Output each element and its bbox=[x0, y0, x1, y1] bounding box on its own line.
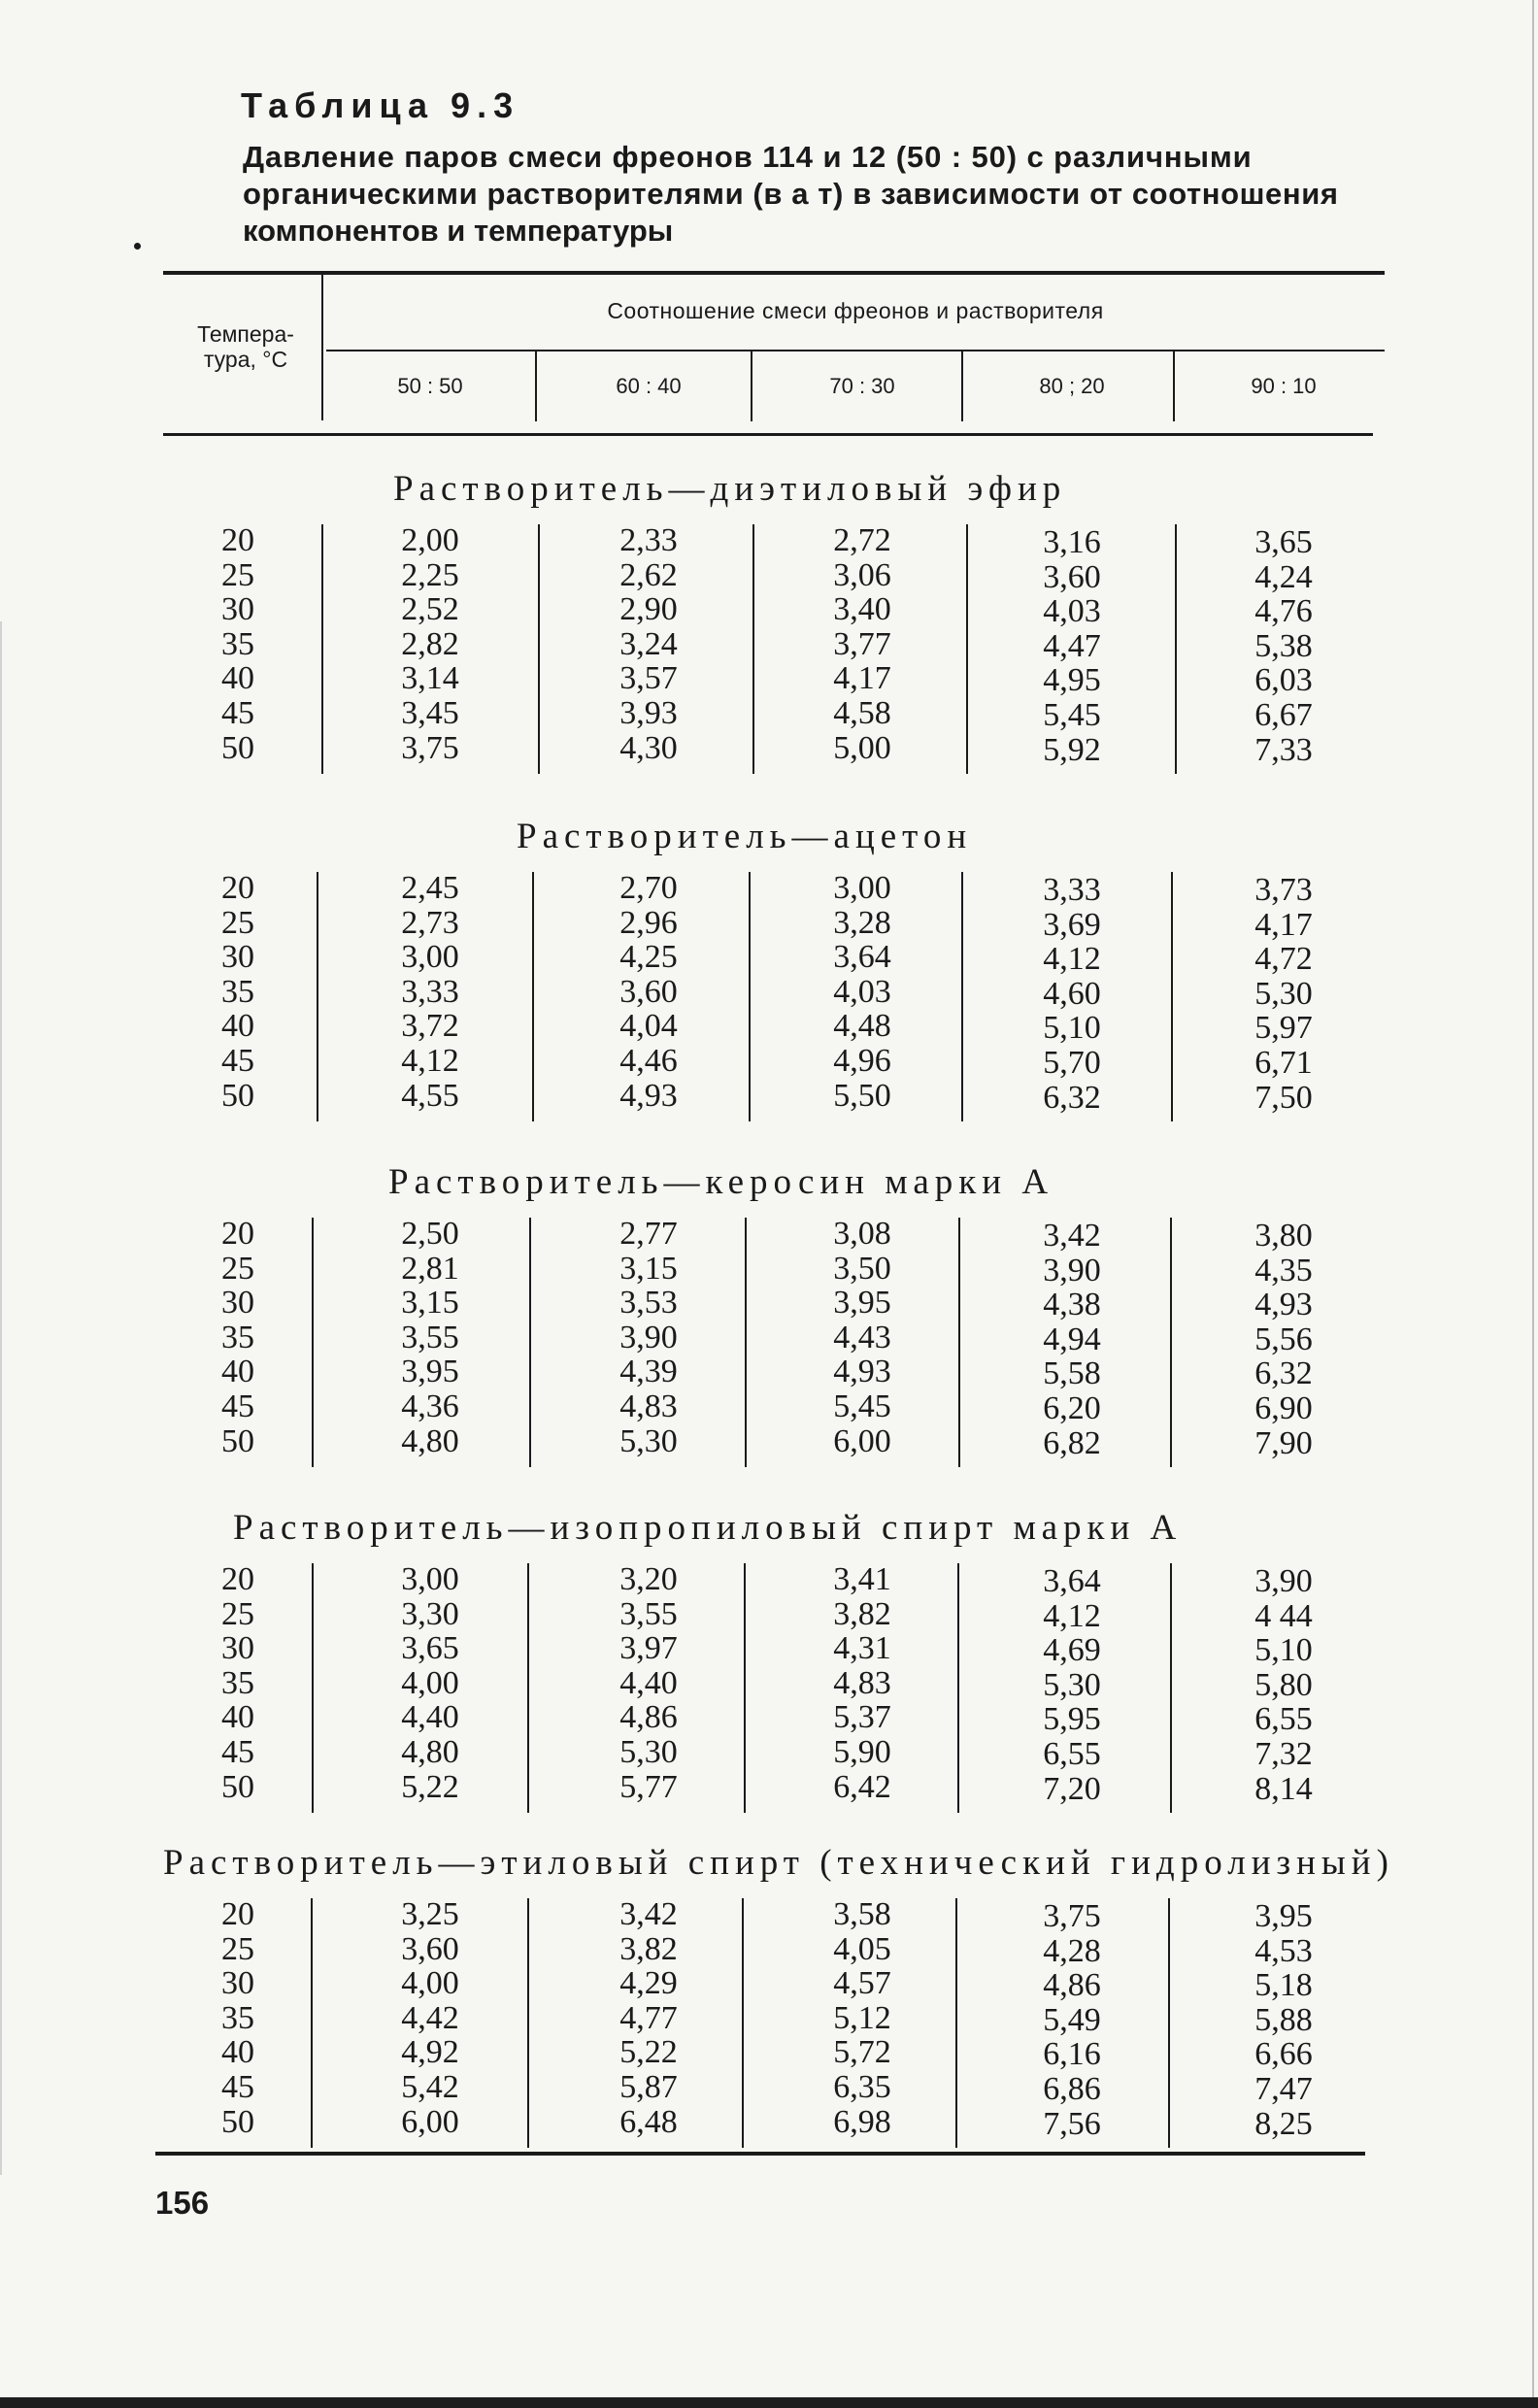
temperature-cell: 45 bbox=[221, 695, 254, 731]
pressure-cell: 3,00 bbox=[401, 939, 459, 976]
pressure-cell: 3,95 bbox=[1254, 1898, 1313, 1934]
temperature-cell: 45 bbox=[221, 2069, 254, 2105]
pressure-cell: 3,90 bbox=[1254, 1563, 1313, 1599]
pressure-cell: 4,31 bbox=[833, 1630, 891, 1667]
pressure-cell: 5,49 bbox=[1043, 2001, 1101, 2038]
pressure-cell: 3,80 bbox=[1254, 1218, 1313, 1254]
pressure-cell: 5,22 bbox=[401, 1768, 459, 1805]
pressure-cell: 3,64 bbox=[1043, 1563, 1101, 1599]
pressure-cell: 3,06 bbox=[833, 556, 891, 593]
pressure-cell: 6,82 bbox=[1043, 1424, 1101, 1461]
pressure-cell: 2,96 bbox=[619, 904, 678, 941]
pressure-cell: 3,95 bbox=[401, 1354, 459, 1390]
ratio-header: Соотношение смеси фреонов и растворителя bbox=[607, 298, 1104, 323]
header-vertical-rule bbox=[751, 351, 752, 421]
temperature-cell: 45 bbox=[221, 1388, 254, 1424]
temperature-header-line: Темпера- bbox=[197, 321, 294, 347]
pressure-cell: 4,93 bbox=[1254, 1287, 1313, 1323]
column-rule bbox=[311, 1898, 313, 2148]
pressure-cell: 6,03 bbox=[1254, 662, 1313, 699]
pressure-cell: 4,92 bbox=[401, 2034, 459, 2071]
pressure-cell: 4,58 bbox=[833, 695, 891, 731]
pressure-cell: 3,00 bbox=[401, 1561, 459, 1597]
pressure-cell: 4,12 bbox=[1043, 1597, 1101, 1634]
pressure-cell: 5,72 bbox=[833, 2034, 891, 2071]
temperature-cell: 40 bbox=[221, 1354, 254, 1390]
pressure-cell: 3,14 bbox=[401, 660, 459, 697]
column-rule bbox=[744, 1563, 746, 1813]
pressure-cell: 3,58 bbox=[833, 1896, 891, 1932]
pressure-cell: 5,88 bbox=[1254, 2001, 1313, 2038]
pressure-cell: 4,24 bbox=[1254, 558, 1313, 595]
pressure-cell: 4,77 bbox=[619, 1999, 678, 2036]
pressure-cell: 3,33 bbox=[1043, 872, 1101, 908]
pressure-cell: 4,95 bbox=[1043, 662, 1101, 699]
pressure-cell: 3,75 bbox=[1043, 1898, 1101, 1934]
temperature-cell: 45 bbox=[221, 1043, 254, 1079]
pressure-cell: 3,15 bbox=[401, 1285, 459, 1321]
pressure-cell: 4,55 bbox=[401, 1077, 459, 1114]
pressure-cell: 3,15 bbox=[619, 1250, 678, 1287]
column-rule bbox=[321, 524, 323, 774]
pressure-cell: 4,00 bbox=[401, 1664, 459, 1701]
column-rule bbox=[1175, 524, 1177, 774]
column-rule bbox=[745, 1218, 747, 1467]
pressure-cell: 5,30 bbox=[619, 1734, 678, 1770]
pressure-cell: 2,25 bbox=[401, 556, 459, 593]
pressure-cell: 2,82 bbox=[401, 625, 459, 662]
pressure-cell: 5,45 bbox=[833, 1388, 891, 1424]
table-top-rule bbox=[163, 271, 1385, 275]
temperature-cell: 25 bbox=[221, 1595, 254, 1632]
pressure-cell: 4,35 bbox=[1254, 1252, 1313, 1288]
pressure-cell: 4,30 bbox=[619, 729, 678, 766]
pressure-cell: 2,52 bbox=[401, 591, 459, 628]
pressure-cell: 3,42 bbox=[1043, 1218, 1101, 1254]
pressure-cell: 5,30 bbox=[1043, 1666, 1101, 1703]
pressure-cell: 3,00 bbox=[833, 870, 891, 906]
pressure-cell: 6,90 bbox=[1254, 1390, 1313, 1426]
pressure-cell: 4,12 bbox=[1043, 941, 1101, 978]
pressure-cell: 3,40 bbox=[833, 591, 891, 628]
table-caption: Таблица 9.3 bbox=[241, 85, 520, 125]
pressure-cell: 4,93 bbox=[833, 1354, 891, 1390]
pressure-cell: 3,77 bbox=[833, 625, 891, 662]
table-title bbox=[243, 139, 1408, 250]
pressure-cell: 3,25 bbox=[401, 1896, 459, 1932]
temperature-cell: 50 bbox=[221, 1768, 254, 1805]
column-header: 50 : 50 bbox=[397, 374, 463, 398]
margin-dot bbox=[134, 243, 141, 250]
temperature-cell: 40 bbox=[221, 1699, 254, 1736]
pressure-cell: 5,30 bbox=[1254, 975, 1313, 1012]
header-vertical-rule bbox=[1173, 351, 1175, 421]
pressure-cell: 2,33 bbox=[619, 522, 678, 558]
pressure-cell: 2,72 bbox=[833, 522, 891, 558]
pressure-cell: 3,69 bbox=[1043, 906, 1101, 943]
pressure-cell: 5,18 bbox=[1254, 1967, 1313, 2004]
pressure-cell: 3,65 bbox=[1254, 524, 1313, 560]
pressure-cell: 7,90 bbox=[1254, 1424, 1313, 1461]
solvent-section-title: Растворитель—ацетон bbox=[517, 817, 973, 856]
pressure-cell: 3,64 bbox=[833, 939, 891, 976]
pressure-cell: 7,32 bbox=[1254, 1736, 1313, 1772]
pressure-cell: 4,05 bbox=[833, 1930, 891, 1967]
pressure-cell: 4,72 bbox=[1254, 941, 1313, 978]
pressure-cell: 4,69 bbox=[1043, 1632, 1101, 1669]
column-header: 60 : 40 bbox=[616, 374, 682, 398]
pressure-cell: 4,47 bbox=[1043, 627, 1101, 664]
pressure-cell: 8,25 bbox=[1254, 2105, 1313, 2142]
pressure-cell: 5,50 bbox=[833, 1077, 891, 1114]
pressure-cell: 4,80 bbox=[401, 1734, 459, 1770]
pressure-cell: 4,40 bbox=[619, 1664, 678, 1701]
pressure-cell: 4,03 bbox=[1043, 593, 1101, 630]
pressure-cell: 4,86 bbox=[1043, 1967, 1101, 2004]
pressure-cell: 3,28 bbox=[833, 904, 891, 941]
pressure-cell: 2,73 bbox=[401, 904, 459, 941]
column-rule bbox=[538, 524, 540, 774]
temperature-cell: 30 bbox=[221, 591, 254, 628]
pressure-cell: 4,28 bbox=[1043, 1932, 1101, 1969]
pressure-cell: 6,35 bbox=[833, 2069, 891, 2105]
pressure-cell: 3,60 bbox=[401, 1930, 459, 1967]
pressure-cell: 6,20 bbox=[1043, 1390, 1101, 1426]
pressure-cell: 6,55 bbox=[1043, 1736, 1101, 1772]
pressure-cell: 3,90 bbox=[619, 1319, 678, 1355]
column-rule bbox=[532, 872, 534, 1121]
column-rule bbox=[749, 872, 751, 1121]
column-rule bbox=[958, 1218, 960, 1467]
pressure-cell: 4 44 bbox=[1254, 1597, 1313, 1634]
pressure-cell: 4,93 bbox=[619, 1077, 678, 1114]
pressure-cell: 6,67 bbox=[1254, 697, 1313, 733]
temperature-cell: 30 bbox=[221, 1285, 254, 1321]
pressure-cell: 6,98 bbox=[833, 2103, 891, 2140]
pressure-cell: 7,20 bbox=[1043, 1770, 1101, 1807]
pressure-cell: 6,48 bbox=[619, 2103, 678, 2140]
pressure-cell: 5,00 bbox=[833, 729, 891, 766]
temperature-cell: 35 bbox=[221, 973, 254, 1010]
pressure-cell: 4,43 bbox=[833, 1319, 891, 1355]
pressure-cell: 2,45 bbox=[401, 870, 459, 906]
temperature-cell: 50 bbox=[221, 1422, 254, 1459]
column-rule bbox=[1170, 1563, 1172, 1813]
pressure-cell: 5,10 bbox=[1043, 1010, 1101, 1047]
column-header: 70 : 30 bbox=[829, 374, 895, 398]
column-rule bbox=[529, 1218, 531, 1467]
pressure-cell: 2,90 bbox=[619, 591, 678, 628]
pressure-cell: 3,93 bbox=[619, 695, 678, 731]
pressure-cell: 6,00 bbox=[833, 1422, 891, 1459]
pressure-cell: 5,58 bbox=[1043, 1355, 1101, 1392]
column-rule bbox=[317, 872, 318, 1121]
pressure-cell: 3,95 bbox=[833, 1285, 891, 1321]
pressure-cell: 3,55 bbox=[619, 1595, 678, 1632]
pressure-cell: 2,77 bbox=[619, 1216, 678, 1252]
pressure-cell: 8,14 bbox=[1254, 1770, 1313, 1807]
pressure-cell: 4,48 bbox=[833, 1008, 891, 1045]
pressure-cell: 3,30 bbox=[401, 1595, 459, 1632]
temperature-cell: 40 bbox=[221, 660, 254, 697]
table-bottom-rule bbox=[155, 2152, 1365, 2156]
pressure-cell: 5,95 bbox=[1043, 1701, 1101, 1738]
column-rule bbox=[312, 1218, 314, 1467]
pressure-cell: 4,04 bbox=[619, 1008, 678, 1045]
pressure-cell: 3,50 bbox=[833, 1250, 891, 1287]
pressure-cell: 4,17 bbox=[1254, 906, 1313, 943]
pressure-cell: 4,96 bbox=[833, 1043, 891, 1079]
pressure-cell: 7,47 bbox=[1254, 2071, 1313, 2107]
temperature-cell: 40 bbox=[221, 1008, 254, 1045]
pressure-cell: 4,86 bbox=[619, 1699, 678, 1736]
temperature-header-line: тура, °С bbox=[203, 347, 288, 372]
column-rule bbox=[742, 1898, 744, 2148]
column-rule bbox=[955, 1898, 957, 2148]
header-vertical-rule bbox=[961, 351, 963, 421]
temperature-cell: 50 bbox=[221, 1077, 254, 1114]
column-header: 90 : 10 bbox=[1251, 374, 1317, 398]
temperature-cell: 40 bbox=[221, 2034, 254, 2071]
page-number: 156 bbox=[155, 2185, 210, 2221]
temperature-cell: 50 bbox=[221, 729, 254, 766]
pressure-cell: 3,08 bbox=[833, 1216, 891, 1252]
pressure-cell: 4,17 bbox=[833, 660, 891, 697]
header-bottom-rule bbox=[163, 433, 1373, 436]
pressure-cell: 3,82 bbox=[619, 1930, 678, 1967]
pressure-cell: 4,36 bbox=[401, 1388, 459, 1424]
pressure-cell: 2,62 bbox=[619, 556, 678, 593]
pressure-cell: 3,72 bbox=[401, 1008, 459, 1045]
pressure-cell: 5,87 bbox=[619, 2069, 678, 2105]
pressure-cell: 5,70 bbox=[1043, 1045, 1101, 1081]
column-rule bbox=[966, 524, 968, 774]
pressure-cell: 4,46 bbox=[619, 1043, 678, 1079]
temperature-cell: 20 bbox=[221, 522, 254, 558]
temperature-cell: 35 bbox=[221, 1999, 254, 2036]
pressure-cell: 7,33 bbox=[1254, 731, 1313, 768]
pressure-cell: 4,57 bbox=[833, 1965, 891, 2002]
temperature-cell: 50 bbox=[221, 2103, 254, 2140]
column-rule bbox=[957, 1563, 959, 1813]
column-rule bbox=[527, 1898, 529, 2148]
pressure-cell: 6,66 bbox=[1254, 2036, 1313, 2073]
pressure-cell: 4,80 bbox=[401, 1422, 459, 1459]
temperature-cell: 25 bbox=[221, 1250, 254, 1287]
pressure-cell: 4,25 bbox=[619, 939, 678, 976]
solvent-section-title: Растворитель—изопропиловый спирт марки А bbox=[233, 1508, 1183, 1548]
temperature-cell: 20 bbox=[221, 1896, 254, 1932]
pressure-cell: 3,53 bbox=[619, 1285, 678, 1321]
pressure-cell: 3,65 bbox=[401, 1630, 459, 1667]
pressure-cell: 6,00 bbox=[401, 2103, 459, 2140]
pressure-cell: 5,37 bbox=[833, 1699, 891, 1736]
pressure-cell: 3,33 bbox=[401, 973, 459, 1010]
pressure-cell: 3,20 bbox=[619, 1561, 678, 1597]
pressure-cell: 4,38 bbox=[1043, 1287, 1101, 1323]
temperature-cell: 25 bbox=[221, 556, 254, 593]
pressure-cell: 4,76 bbox=[1254, 593, 1313, 630]
column-rule bbox=[312, 1563, 314, 1813]
pressure-cell: 5,22 bbox=[619, 2034, 678, 2071]
pressure-cell: 5,45 bbox=[1043, 697, 1101, 733]
pressure-cell: 2,00 bbox=[401, 522, 459, 558]
pressure-cell: 3,42 bbox=[619, 1896, 678, 1932]
pressure-cell: 4,03 bbox=[833, 973, 891, 1010]
pressure-cell: 6,32 bbox=[1043, 1079, 1101, 1116]
page-edge-bottom bbox=[0, 2397, 1538, 2408]
pressure-cell: 7,56 bbox=[1043, 2105, 1101, 2142]
page-edge-right bbox=[1532, 0, 1534, 2408]
pressure-cell: 4,39 bbox=[619, 1354, 678, 1390]
pressure-cell: 2,50 bbox=[401, 1216, 459, 1252]
pressure-cell: 6,32 bbox=[1254, 1355, 1313, 1392]
page-edge-left bbox=[0, 621, 2, 2175]
pressure-cell: 3,24 bbox=[619, 625, 678, 662]
pressure-cell: 4,83 bbox=[619, 1388, 678, 1424]
pressure-cell: 5,42 bbox=[401, 2069, 459, 2105]
pressure-cell: 2,81 bbox=[401, 1250, 459, 1287]
column-header: 80 ; 20 bbox=[1039, 374, 1105, 398]
pressure-cell: 4,42 bbox=[401, 1999, 459, 2036]
pressure-cell: 5,30 bbox=[619, 1422, 678, 1459]
table-title-line: Давление паров смеси фреонов 114 и 12 (50 : 50) с различными bbox=[243, 140, 1253, 174]
temperature-cell: 35 bbox=[221, 1664, 254, 1701]
pressure-cell: 6,55 bbox=[1254, 1701, 1313, 1738]
pressure-cell: 4,40 bbox=[401, 1699, 459, 1736]
column-rule bbox=[961, 872, 963, 1121]
temperature-cell: 35 bbox=[221, 1319, 254, 1355]
pressure-cell: 6,86 bbox=[1043, 2071, 1101, 2107]
table-title-line: компонентов и температуры bbox=[243, 214, 674, 248]
pressure-cell: 4,60 bbox=[1043, 975, 1101, 1012]
pressure-cell: 3,82 bbox=[833, 1595, 891, 1632]
temperature-cell: 20 bbox=[221, 870, 254, 906]
pressure-cell: 6,16 bbox=[1043, 2036, 1101, 2073]
pressure-cell: 5,97 bbox=[1254, 1010, 1313, 1047]
pressure-cell: 3,73 bbox=[1254, 872, 1313, 908]
pressure-cell: 3,41 bbox=[833, 1561, 891, 1597]
pressure-cell: 3,16 bbox=[1043, 524, 1101, 560]
temperature-cell: 25 bbox=[221, 1930, 254, 1967]
pressure-cell: 6,42 bbox=[833, 1768, 891, 1805]
header-vertical-rule bbox=[321, 275, 323, 420]
pressure-cell: 4,94 bbox=[1043, 1321, 1101, 1357]
pressure-cell: 4,12 bbox=[401, 1043, 459, 1079]
temperature-cell: 20 bbox=[221, 1216, 254, 1252]
pressure-cell: 5,10 bbox=[1254, 1632, 1313, 1669]
temperature-cell: 20 bbox=[221, 1561, 254, 1597]
pressure-cell: 7,50 bbox=[1254, 1079, 1313, 1116]
pressure-cell: 3,60 bbox=[1043, 558, 1101, 595]
pressure-cell: 5,12 bbox=[833, 1999, 891, 2036]
pressure-cell: 3,55 bbox=[401, 1319, 459, 1355]
pressure-cell: 5,92 bbox=[1043, 731, 1101, 768]
column-rule bbox=[1171, 872, 1173, 1121]
header-vertical-rule bbox=[535, 351, 537, 421]
pressure-cell: 3,97 bbox=[619, 1630, 678, 1667]
temperature-cell: 35 bbox=[221, 625, 254, 662]
pressure-cell: 3,90 bbox=[1043, 1252, 1101, 1288]
pressure-cell: 3,45 bbox=[401, 695, 459, 731]
pressure-cell: 6,71 bbox=[1254, 1045, 1313, 1081]
temperature-cell: 30 bbox=[221, 1630, 254, 1667]
pressure-cell: 5,38 bbox=[1254, 627, 1313, 664]
temperature-cell: 30 bbox=[221, 939, 254, 976]
pressure-cell: 4,53 bbox=[1254, 1932, 1313, 1969]
pressure-cell: 2,70 bbox=[619, 870, 678, 906]
column-rule bbox=[1170, 1218, 1172, 1467]
temperature-header bbox=[173, 321, 318, 372]
pressure-cell: 5,80 bbox=[1254, 1666, 1313, 1703]
column-rule bbox=[1168, 1898, 1170, 2148]
table-title-line: органическими растворителями (в а т) в зависимости от соотношения bbox=[243, 177, 1339, 211]
column-rule bbox=[527, 1563, 529, 1813]
pressure-cell: 3,75 bbox=[401, 729, 459, 766]
temperature-cell: 45 bbox=[221, 1734, 254, 1770]
pressure-cell: 3,57 bbox=[619, 660, 678, 697]
pressure-cell: 4,00 bbox=[401, 1965, 459, 2002]
temperature-cell: 30 bbox=[221, 1965, 254, 2002]
solvent-section-title: Растворитель—этиловый спирт (технический гидролизный) bbox=[163, 1843, 1394, 1883]
solvent-section-title: Растворитель—керосин марки А bbox=[388, 1162, 1054, 1202]
header-divider-rule bbox=[326, 350, 1385, 351]
pressure-cell: 3,60 bbox=[619, 973, 678, 1010]
pressure-cell: 4,83 bbox=[833, 1664, 891, 1701]
pressure-cell: 5,90 bbox=[833, 1734, 891, 1770]
pressure-cell: 4,29 bbox=[619, 1965, 678, 2002]
temperature-cell: 25 bbox=[221, 904, 254, 941]
column-rule bbox=[752, 524, 754, 774]
pressure-cell: 5,77 bbox=[619, 1768, 678, 1805]
pressure-cell: 5,56 bbox=[1254, 1321, 1313, 1357]
solvent-section-title: Растворитель—диэтиловый эфир bbox=[393, 469, 1067, 509]
